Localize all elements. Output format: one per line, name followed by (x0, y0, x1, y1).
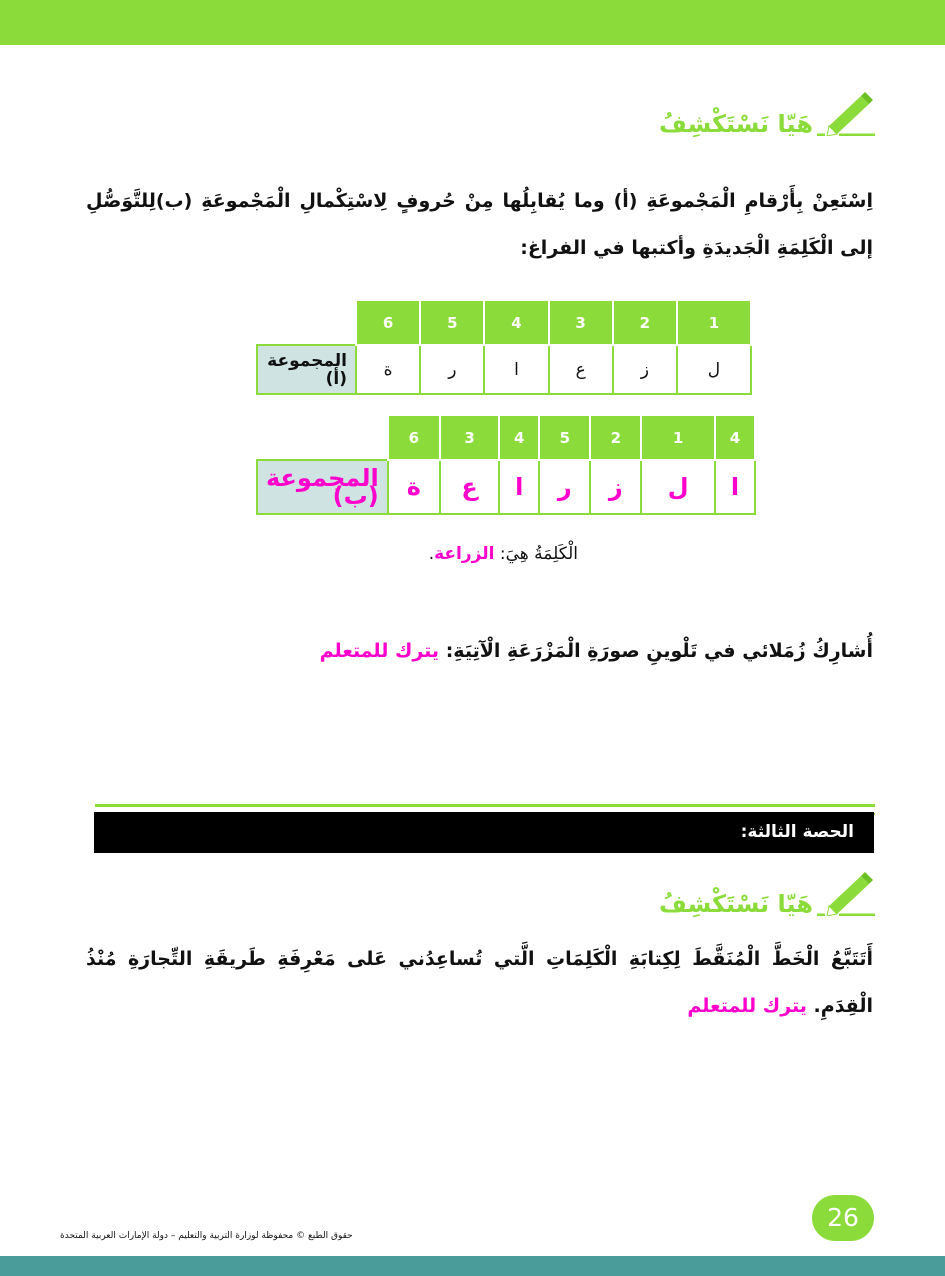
group-a-number: 5 (420, 300, 484, 345)
lesson-section-bar (94, 812, 874, 853)
group-b-number: 6 (388, 415, 440, 460)
pencil-icon (817, 870, 875, 916)
group-a-number: 6 (356, 300, 420, 345)
bottom-accent-bar (0, 1256, 945, 1276)
heading-text: هَيّا نَسْتَكْشِفُ (659, 110, 813, 138)
group-a-number: 2 (613, 300, 677, 345)
group-b-letter: ز (590, 460, 641, 514)
top-accent-bar (0, 0, 945, 45)
instruction-text: اِسْتَعِنْ بِأَرْقامِ الْمَجْموعَةِ (أ) وما يُقابِلُها مِنْ حُروفٍ لِاسْتِكْمالِ الْمَجْموعَةِ (ب)لِلتَّوَصُّلِ إلى الْكَلِمَةِ الْجَديدَةِ وأكتبها في الفراغ: (86, 190, 873, 259)
word-suffix: . (428, 544, 435, 564)
group-b-table (256, 414, 756, 515)
share-instruction (86, 628, 873, 675)
share-answer: يترك للمتعلم (319, 640, 440, 662)
group-a-number: 3 (549, 300, 613, 345)
group-b-letter: ة (388, 460, 440, 514)
group-b-number: 1 (641, 415, 715, 460)
group-b-letter: ر (539, 460, 590, 514)
group-a-letter: ز (613, 345, 677, 394)
group-b-header-blank (257, 415, 388, 460)
trace-instruction (86, 936, 873, 1030)
lesson-section-title: الحصة الثالثة: (740, 822, 854, 842)
group-b-number: 5 (539, 415, 590, 460)
group-b-number: 3 (440, 415, 499, 460)
group-a-letter: ر (420, 345, 484, 394)
group-b-number: 4 (499, 415, 539, 460)
group-b-letter: ل (641, 460, 715, 514)
group-a-number: 4 (484, 300, 548, 345)
group-a-letter: ا (484, 345, 548, 394)
trace-answer: يترك للمتعلم (687, 995, 807, 1017)
group-a-table (256, 299, 752, 395)
group-b-number: 4 (715, 415, 755, 460)
explore-heading-2 (659, 870, 875, 916)
group-b-letter: ا (499, 460, 539, 514)
word-answer: الزراعة (434, 544, 495, 564)
group-b-letter: ع (440, 460, 499, 514)
group-a-letter: ة (356, 345, 420, 394)
heading-text: هَيّا نَسْتَكْشِفُ (659, 890, 813, 918)
trace-text: أَتَتَبَّعُ الْخَطَّ الْمُنَقَّطَ لِكِتابَةِ الْكَلِمَاتِ الَّتي تُساعِدُني عَلى مَعْرِفَةِ طَريقَةِ التِّجارَةِ مُنْذُ الْقِدَمِ. (86, 948, 873, 1017)
explore-heading (659, 90, 875, 136)
word-answer-line (200, 544, 578, 564)
word-prefix: الْكَلِمَةُ هِيَ: (499, 544, 578, 564)
group-a-number: 1 (677, 300, 751, 345)
group-a-header-blank (257, 300, 356, 345)
copyright-text: حقوق الطبع © محفوظة لوزارة التربية والتعليم – دولة الإمارات العربية المتحدة (60, 1231, 353, 1241)
group-b-label: المجموعة (ب) (257, 460, 388, 514)
pencil-icon (817, 90, 875, 136)
group-a-letter: ل (677, 345, 751, 394)
group-b-number: 2 (590, 415, 641, 460)
page-number: 26 (812, 1195, 874, 1241)
group-a-letter: ع (549, 345, 613, 394)
group-a-label: المجموعة (أ) (257, 345, 356, 394)
group-b-letter: ا (715, 460, 755, 514)
share-text: أُشارِكُ زُمَلائي في تَلْوينِ صورَةِ الْمَزْرَعَةِ الْآتِيَةِ: (445, 640, 873, 662)
